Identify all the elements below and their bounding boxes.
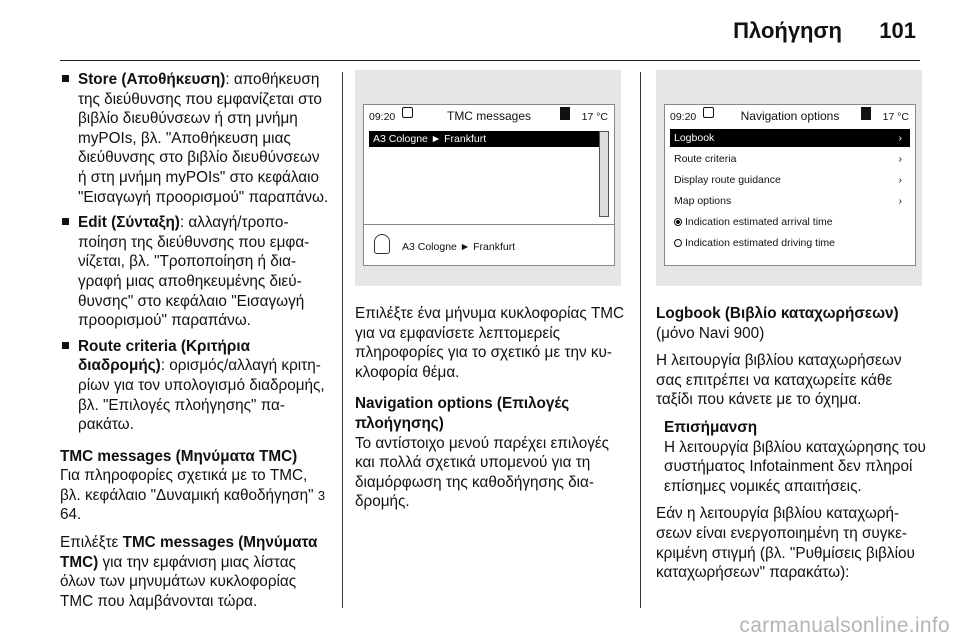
menu-item-label: Logbook (674, 132, 715, 144)
bullet-text: : αποθήκευση της διεύθυνσης που εμφανίζεται στο βιβλίο διευθύνσεων ή στη μνήμη myPOIs, βλ. "Αποθήκευση μιας διεύθυνσης στο βιβλίο διευθύνσεων ή στη μνήμη myPOIs" στο κεφάλαιο "Εισαγωγή προορισμού" παραπάνω. (78, 71, 329, 206)
page-number: 101 (879, 18, 916, 43)
select-bold: TMC messages (Μηνύματα TMC) (60, 534, 318, 571)
status-bar (665, 105, 915, 123)
bullet-store (60, 70, 330, 207)
tmc-select-paragraph: Επιλέξτε ένα μήνυμα κυκλοφορίας TMC για να εμφανίσετε λεπτομερείς πληροφορίες για το σχετικό με την κυκλοφορία θέμα. (355, 305, 625, 381)
nav-options-heading: Navigation options (Επιλογές πλοήγησης) (355, 395, 570, 432)
note-heading: Επισήμανση (664, 418, 758, 436)
bullet-label: Edit (Σύνταξη) (78, 214, 180, 232)
menu-item-display-route-guidance[interactable] (670, 171, 910, 189)
tmc-text: Για πληροφορίες σχετικά με το TMC, βλ. κεφάλαιο "Δυναμική καθοδήγηση" (60, 467, 314, 504)
note-text: Η λειτουργία βιβλίου καταχώρησης του συστήματος Infotainment δεν πληροί επίσημες νομικές απαιτήσεις. (664, 438, 926, 495)
note-box (656, 418, 926, 496)
tmc-detail-text: A3 Cologne ► Frankfurt (402, 241, 516, 253)
column-divider-2 (640, 72, 641, 608)
screen-title: TMC messages (446, 109, 532, 123)
logbook-subtitle: (μόνο Navi 900) (656, 324, 765, 342)
chevron-right-icon: › (898, 132, 902, 144)
menu-item-route-criteria[interactable] (670, 150, 910, 168)
tmc-heading: TMC messages (Μηνύματα TMC) (60, 447, 298, 465)
select-prefix: Επιλέξτε (60, 534, 123, 552)
menu-item-map-options[interactable] (670, 192, 910, 210)
header-rule (60, 60, 920, 61)
logbook-paragraph-2: Εάν η λειτουργία βιβλίου καταχωρήσεων είναι ενεργοποιημένη τη συγκεκριμένη στιγμή (βλ. "Ρυθμίσεις βιβλίου καταχωρήσεων" παρακάτω): (656, 505, 915, 582)
bullet-square-icon (62, 218, 69, 225)
page-header (0, 0, 960, 62)
tmc-screen (363, 104, 615, 266)
watermark: carmanualsonline.info (739, 614, 950, 637)
temperature: 17 °C (882, 111, 909, 123)
tmc-paragraph (60, 466, 330, 525)
bullet-label: Route criteria (Κριτήρια διαδρομής) (78, 337, 251, 375)
scrollbar[interactable] (599, 131, 609, 217)
chevron-right-icon: › (898, 153, 902, 165)
logbook-heading: Logbook (Βιβλίο καταχωρήσεων) (656, 305, 899, 322)
bullet-edit (60, 213, 330, 331)
menu-item-label: Display route guidance (674, 174, 781, 186)
column-3 (656, 70, 926, 591)
tmc-message-row[interactable]: A3 Cologne ► Frankfurt (369, 131, 605, 147)
bullet-square-icon (62, 75, 69, 82)
select-paragraph (60, 533, 330, 611)
column-1 (60, 70, 330, 619)
temperature: 17 °C (581, 111, 608, 123)
column-divider-1 (342, 72, 343, 608)
menu-item-label: Route criteria (674, 153, 737, 165)
nav-options-screenshot (656, 70, 922, 286)
screen-title: Navigation options (740, 109, 840, 123)
menu-item-logbook[interactable] (670, 129, 910, 147)
column-2 (355, 70, 630, 520)
select-suffix: για την εμφάνιση μιας λίστας όλων των μηνυμάτων κυκλοφορίας TMC που λαμβάνονται τώρα. (60, 553, 297, 610)
bullet-square-icon (62, 342, 69, 349)
menu-item-label: Map options (674, 195, 732, 207)
traffic-warning-icon (374, 234, 390, 254)
radio-arrival-time[interactable] (670, 213, 910, 231)
logbook-paragraph: Η λειτουργία βιβλίου καταχωρήσεων σας επιτρέπει να καταχωρείτε κάθε ταξίδι που κάνετε με το όχημα. (656, 352, 902, 409)
phone-icon (560, 107, 570, 120)
radio-unselected-icon (674, 239, 682, 247)
radio-label: Indication estimated arrival time (685, 216, 833, 228)
phone-icon (861, 107, 871, 120)
tmc-detail-bar (364, 224, 614, 265)
bullet-text: : ορισμός/αλλαγή κριτηρίων για τον υπολογισμό διαδρομής, βλ. "Επιλογές πλοήγησης" παρακάτω. (78, 357, 325, 434)
bullet-text: : αλλαγή/τροποποίηση της διεύθυνσης που εμφανίζεται, βλ. "Τροποποίηση ή διαγραφή μιας αποθηκευμένης διεύθυνσης" στο κεφάλαιο "Εισαγωγή προορισμού" παραπάνω. (78, 214, 310, 330)
radio-driving-time[interactable] (670, 234, 910, 252)
nav-options-screen (664, 104, 916, 266)
tmc-screenshot (355, 70, 621, 286)
nav-options-paragraph: Το αντίστοιχο μενού παρέχει επιλογές και πολλά σχετικά υπομενού για τη διαμόρφωση της καθοδήγησης διαδρομής. (355, 434, 610, 511)
tmc-ref-page: 64. (60, 506, 82, 524)
chevron-right-icon: › (898, 195, 902, 207)
radio-label: Indication estimated driving time (685, 237, 835, 249)
chevron-right-icon: › (898, 174, 902, 186)
clock-time: 09:20 (670, 111, 697, 123)
page-section-title: Πλοήγηση (733, 18, 842, 43)
clock-time: 09:20 (369, 111, 396, 123)
radio-selected-icon (674, 218, 682, 226)
bullet-label: Store (Αποθήκευση) (78, 71, 226, 88)
status-bar (364, 105, 614, 123)
bullet-route-criteria (60, 337, 330, 435)
reference-arrow-icon: 3 (317, 487, 326, 503)
